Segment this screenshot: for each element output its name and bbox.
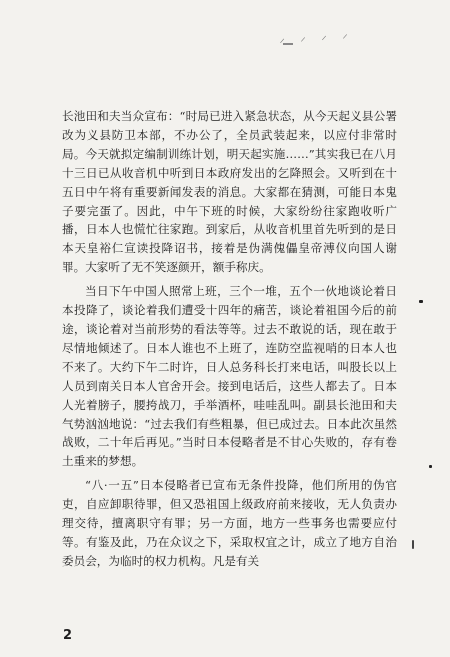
paragraph-1: 长池田和夫当众宣布：“时局已进入紧急状态，从今天起义县公署改为义县防卫本部，不办公了，全员武装起来，以应付非常时局。今天就拟定编制训练计划，明天起实施……”其实我已在八月十三日已从收音机中听到日本政府发出的乞降照会。又听到在十五日中午将有重要新闻发表的消息。大家都在猜测，可能日本鬼子要完蛋了。因此，中午下班的时候，大家纷纷往家跑收听广播，日本人也慌忙往家跑。到家后，从收音机里首先听到的是日本天皇裕仁宣读投降诏书，接着是伪满傀儡皇帝溥仪向国人谢罪。大家听了无不笑逐颜开，额手称庆。 xyxy=(62,109,397,275)
margin-mark xyxy=(412,540,414,549)
scan-marks-top: ⸝ ⸝ ⸝ ⸝ xyxy=(278,26,355,46)
paragraph-3: “八·一五”日本侵略者已宣布无条件投降，他们所用的伪官吏，自应卸职待罪，但又恐祖国上级政府前来接收，无人负责办理交待，擅离职守有罪；另一方面，地方一些事务也需要应付等。有鉴及此，乃在众议之下，采取权宜之计，成立了地方自治委员会，为临时的权力机构。凡是有关 xyxy=(62,478,397,568)
page-number: 2 xyxy=(63,628,73,643)
margin-mark xyxy=(419,300,423,303)
paragraph-2: 当日下午中国人照常上班，三个一堆，五个一伙地谈论着日本投降了，谈论着我们遭受十四年的痛苦，谈论着祖国今后的前途，谈论着对当前形势的看法等等。过去不敢说的话，现在敢于尽情地倾述了。日本人谁也不上班了，连防空监视哨的日本人也不来了。大约下午二时许，日人总务科长打来电话，叫股长以上人员到南关日本人官舍开会。接到电话后，这些人都去了。日本人光着膀子，腰挎战刀，手举酒杯，哇哇乱叫。副县长池田和夫气势汹汹地说：“过去我们有些粗暴，但已成过去。日本此次虽然战败，二十年后再见。”当时日本侵略者是不甘心失败的，存有卷土重来的梦想。 xyxy=(62,284,397,469)
margin-mark xyxy=(429,465,432,468)
body-text xyxy=(62,107,397,571)
